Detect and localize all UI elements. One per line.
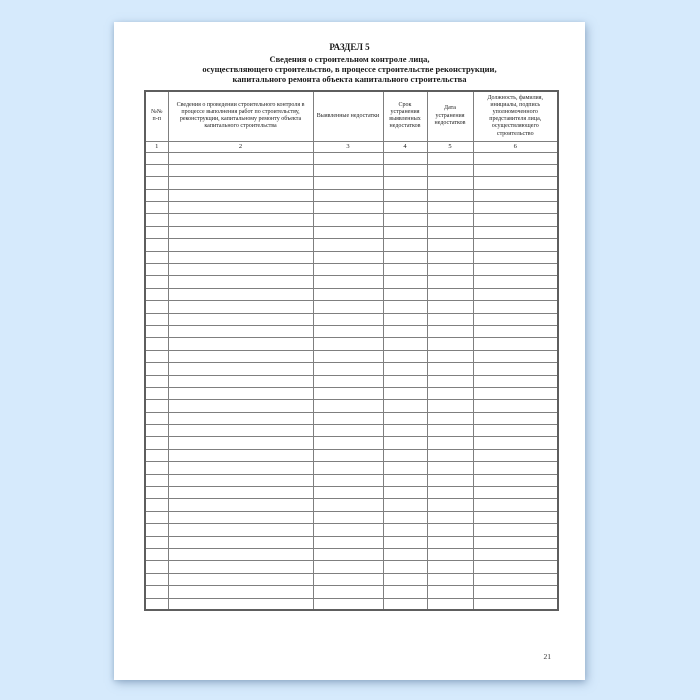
table-cell-empty xyxy=(427,301,473,313)
construction-control-table xyxy=(144,90,559,611)
document-page xyxy=(114,22,585,680)
table-cell-empty xyxy=(168,474,313,486)
table-cell-empty xyxy=(313,561,383,573)
table-cell-empty xyxy=(145,561,168,573)
table-cell-empty xyxy=(427,400,473,412)
table-cell-empty xyxy=(473,400,558,412)
table-cell-empty xyxy=(427,561,473,573)
table-cell-empty xyxy=(473,152,558,164)
table-cell-empty xyxy=(145,474,168,486)
table-cell-empty xyxy=(313,536,383,548)
table-cell-empty xyxy=(427,474,473,486)
table-row xyxy=(145,288,558,300)
table-cell-empty xyxy=(383,586,427,598)
column-number-5: 5 xyxy=(427,141,473,152)
table-row xyxy=(145,251,558,263)
table-cell-empty xyxy=(427,239,473,251)
table-cell-empty xyxy=(427,524,473,536)
table-cell-empty xyxy=(168,325,313,337)
table-cell-empty xyxy=(168,350,313,362)
table-cell-empty xyxy=(383,164,427,176)
table-cell-empty xyxy=(383,239,427,251)
table-cell-empty xyxy=(427,536,473,548)
table-cell-empty xyxy=(427,586,473,598)
table-cell-empty xyxy=(427,412,473,424)
table-cell-empty xyxy=(145,598,168,610)
table-cell-empty xyxy=(313,598,383,610)
table-cell-empty xyxy=(427,425,473,437)
table-cell-empty xyxy=(313,177,383,189)
table-cell-empty xyxy=(313,164,383,176)
table-cell-empty xyxy=(383,412,427,424)
table-cell-empty xyxy=(168,375,313,387)
table-cell-empty xyxy=(383,573,427,585)
column-header-defects: Выявленные недостатки xyxy=(313,91,383,141)
table-cell-empty xyxy=(168,549,313,561)
table-cell-empty xyxy=(313,239,383,251)
table-row xyxy=(145,549,558,561)
table-cell-empty xyxy=(473,474,558,486)
table-cell-empty xyxy=(313,499,383,511)
table-cell-empty xyxy=(145,511,168,523)
table-cell-empty xyxy=(473,202,558,214)
table-cell-empty xyxy=(383,598,427,610)
table-cell-empty xyxy=(145,487,168,499)
table-cell-empty xyxy=(473,487,558,499)
table-cell-empty xyxy=(145,499,168,511)
table-cell-empty xyxy=(473,325,558,337)
table-cell-empty xyxy=(473,350,558,362)
table-row xyxy=(145,363,558,375)
table-row xyxy=(145,425,558,437)
table-row xyxy=(145,214,558,226)
table-cell-empty xyxy=(145,375,168,387)
table-cell-empty xyxy=(145,549,168,561)
table-cell-empty xyxy=(383,264,427,276)
table-cell-empty xyxy=(313,487,383,499)
column-number-4: 4 xyxy=(383,141,427,152)
table-cell-empty xyxy=(427,487,473,499)
table-cell-empty xyxy=(473,338,558,350)
table-cell-empty xyxy=(168,586,313,598)
table-cell-empty xyxy=(427,462,473,474)
table-cell-empty xyxy=(383,474,427,486)
table-row xyxy=(145,338,558,350)
table-cell-empty xyxy=(145,239,168,251)
table-cell-empty xyxy=(427,437,473,449)
table-cell-empty xyxy=(313,375,383,387)
table-cell-empty xyxy=(427,164,473,176)
table-cell-empty xyxy=(313,524,383,536)
table-cell-empty xyxy=(383,437,427,449)
table-cell-empty xyxy=(313,474,383,486)
document-title-block xyxy=(114,42,585,85)
table-cell-empty xyxy=(313,301,383,313)
table-cell-empty xyxy=(383,189,427,201)
table-cell-empty xyxy=(473,189,558,201)
table-cell-empty xyxy=(168,226,313,238)
column-numbers-row xyxy=(145,141,558,152)
table-cell-empty xyxy=(473,536,558,548)
table-cell-empty xyxy=(313,264,383,276)
column-number-3: 3 xyxy=(313,141,383,152)
table-cell-empty xyxy=(473,288,558,300)
column-header-representative: Должность, фамилия, инициалы, подпись уполномоченного представителя лица, осуществляющего строительство xyxy=(473,91,558,141)
table-cell-empty xyxy=(427,363,473,375)
table-row xyxy=(145,524,558,536)
table-cell-empty xyxy=(168,276,313,288)
table-cell-empty xyxy=(168,412,313,424)
table-cell-empty xyxy=(145,177,168,189)
table-cell-empty xyxy=(313,400,383,412)
table-cell-empty xyxy=(145,264,168,276)
table-cell-empty xyxy=(383,325,427,337)
table-row xyxy=(145,375,558,387)
table-cell-empty xyxy=(473,573,558,585)
table-cell-empty xyxy=(473,239,558,251)
table-cell-empty xyxy=(473,524,558,536)
table-cell-empty xyxy=(168,202,313,214)
table-cell-empty xyxy=(473,425,558,437)
table-cell-empty xyxy=(473,462,558,474)
table-cell-empty xyxy=(473,276,558,288)
table-cell-empty xyxy=(473,164,558,176)
table-cell-empty xyxy=(383,536,427,548)
table-cell-empty xyxy=(168,338,313,350)
table-cell-empty xyxy=(168,425,313,437)
table-cell-empty xyxy=(313,152,383,164)
table-cell-empty xyxy=(145,425,168,437)
table-cell-empty xyxy=(145,301,168,313)
table-cell-empty xyxy=(145,363,168,375)
table-row xyxy=(145,536,558,548)
table-cell-empty xyxy=(473,387,558,399)
table-cell-empty xyxy=(168,561,313,573)
table-cell-empty xyxy=(383,511,427,523)
table-cell-empty xyxy=(427,313,473,325)
table-cell-empty xyxy=(427,449,473,461)
table-row xyxy=(145,487,558,499)
table-row xyxy=(145,400,558,412)
table-cell-empty xyxy=(383,449,427,461)
table-cell-empty xyxy=(313,363,383,375)
table-cell-empty xyxy=(168,499,313,511)
table-cell-empty xyxy=(145,437,168,449)
table-cell-empty xyxy=(313,437,383,449)
table-cell-empty xyxy=(427,598,473,610)
table-cell-empty xyxy=(427,350,473,362)
table-row xyxy=(145,573,558,585)
table-cell-empty xyxy=(473,363,558,375)
table-cell-empty xyxy=(383,214,427,226)
table-cell-empty xyxy=(145,276,168,288)
table-row xyxy=(145,276,558,288)
table-cell-empty xyxy=(427,573,473,585)
table-cell-empty xyxy=(383,202,427,214)
table-row xyxy=(145,152,558,164)
table-row xyxy=(145,387,558,399)
table-cell-empty xyxy=(168,524,313,536)
table-cell-empty xyxy=(168,536,313,548)
table-cell-empty xyxy=(145,573,168,585)
table-cell-empty xyxy=(313,251,383,263)
table-cell-empty xyxy=(427,202,473,214)
table-cell-empty xyxy=(383,363,427,375)
table-cell-empty xyxy=(145,189,168,201)
section-subtitle-line-3: капитального ремонта объекта капитального строительства xyxy=(232,74,467,85)
table-cell-empty xyxy=(427,276,473,288)
table-cell-empty xyxy=(168,288,313,300)
column-number-2: 2 xyxy=(168,141,313,152)
table-cell-empty xyxy=(145,536,168,548)
table-cell-empty xyxy=(168,437,313,449)
column-header-control-info: Сведения о проведении строительного контроля в процессе выполнения работ по строительству, реконструкции, капитальному ремонту объекта капитального строительства xyxy=(168,91,313,141)
table-cell-empty xyxy=(473,313,558,325)
table-cell-empty xyxy=(473,301,558,313)
table-cell-empty xyxy=(473,561,558,573)
table-cell-empty xyxy=(168,251,313,263)
table-cell-empty xyxy=(145,214,168,226)
column-header-number: №№ п-п xyxy=(145,91,168,141)
table-cell-empty xyxy=(427,338,473,350)
table-cell-empty xyxy=(145,164,168,176)
table-cell-empty xyxy=(313,573,383,585)
table-cell-empty xyxy=(473,437,558,449)
table-cell-empty xyxy=(168,214,313,226)
table-row xyxy=(145,462,558,474)
table-row xyxy=(145,164,558,176)
table-cell-empty xyxy=(427,214,473,226)
table-cell-empty xyxy=(168,487,313,499)
table-cell-empty xyxy=(168,264,313,276)
table-cell-empty xyxy=(168,598,313,610)
table-cell-empty xyxy=(383,152,427,164)
table-row xyxy=(145,177,558,189)
table-cell-empty xyxy=(145,387,168,399)
table-cell-empty xyxy=(168,152,313,164)
table-row xyxy=(145,499,558,511)
table-cell-empty xyxy=(383,400,427,412)
table-cell-empty xyxy=(168,301,313,313)
table-cell-empty xyxy=(168,387,313,399)
table-cell-empty xyxy=(473,264,558,276)
table-row xyxy=(145,189,558,201)
table-cell-empty xyxy=(383,338,427,350)
table-row xyxy=(145,412,558,424)
table-row xyxy=(145,202,558,214)
table-cell-empty xyxy=(383,561,427,573)
column-header-deadline: Срок устранения выявленных недостатков xyxy=(383,91,427,141)
table-cell-empty xyxy=(383,487,427,499)
table-cell-empty xyxy=(473,251,558,263)
table-row xyxy=(145,226,558,238)
table-cell-empty xyxy=(168,449,313,461)
table-cell-empty xyxy=(313,325,383,337)
table-cell-empty xyxy=(168,363,313,375)
table-cell-empty xyxy=(383,177,427,189)
table-cell-empty xyxy=(473,412,558,424)
table-cell-empty xyxy=(168,400,313,412)
table-row xyxy=(145,474,558,486)
table-cell-empty xyxy=(383,375,427,387)
table-row xyxy=(145,301,558,313)
table-cell-empty xyxy=(383,462,427,474)
table-cell-empty xyxy=(145,524,168,536)
table-row xyxy=(145,264,558,276)
table-cell-empty xyxy=(145,288,168,300)
table-cell-empty xyxy=(383,350,427,362)
table-cell-empty xyxy=(383,276,427,288)
table-cell-empty xyxy=(145,202,168,214)
table-cell-empty xyxy=(427,226,473,238)
table-cell-empty xyxy=(473,549,558,561)
table-cell-empty xyxy=(313,226,383,238)
table-cell-empty xyxy=(427,152,473,164)
table-cell-empty xyxy=(473,214,558,226)
table-cell-empty xyxy=(168,573,313,585)
table-cell-empty xyxy=(313,511,383,523)
table-cell-empty xyxy=(473,177,558,189)
table-cell-empty xyxy=(427,288,473,300)
table-cell-empty xyxy=(168,313,313,325)
table-cell-empty xyxy=(383,251,427,263)
table-row xyxy=(145,598,558,610)
table-cell-empty xyxy=(473,375,558,387)
table-cell-empty xyxy=(168,462,313,474)
table-row xyxy=(145,561,558,573)
column-number-6: 6 xyxy=(473,141,558,152)
table-cell-empty xyxy=(145,325,168,337)
table-row xyxy=(145,239,558,251)
page-number: 21 xyxy=(543,652,551,661)
table-cell-empty xyxy=(145,449,168,461)
table-cell-empty xyxy=(313,425,383,437)
table-cell-empty xyxy=(427,251,473,263)
table-cell-empty xyxy=(427,387,473,399)
table-cell-empty xyxy=(313,549,383,561)
table-row xyxy=(145,313,558,325)
table-cell-empty xyxy=(168,239,313,251)
table-cell-empty xyxy=(145,350,168,362)
table-cell-empty xyxy=(473,586,558,598)
table-cell-empty xyxy=(168,177,313,189)
table-cell-empty xyxy=(383,524,427,536)
table-cell-empty xyxy=(473,226,558,238)
table-cell-empty xyxy=(313,276,383,288)
table-cell-empty xyxy=(145,400,168,412)
table-cell-empty xyxy=(313,449,383,461)
table-row xyxy=(145,511,558,523)
table-cell-empty xyxy=(145,338,168,350)
section-title: РАЗДЕЛ 5 xyxy=(329,42,370,52)
table-cell-empty xyxy=(145,586,168,598)
table-cell-empty xyxy=(313,462,383,474)
table-cell-empty xyxy=(313,313,383,325)
table-cell-empty xyxy=(383,313,427,325)
table-cell-empty xyxy=(313,412,383,424)
table-cell-empty xyxy=(168,189,313,201)
table-cell-empty xyxy=(383,549,427,561)
table-cell-empty xyxy=(383,301,427,313)
table-cell-empty xyxy=(427,499,473,511)
table-cell-empty xyxy=(145,152,168,164)
table-row xyxy=(145,449,558,461)
table-cell-empty xyxy=(145,226,168,238)
table-cell-empty xyxy=(383,425,427,437)
table-cell-empty xyxy=(313,586,383,598)
column-header-fix-date: Дата устранения недостатков xyxy=(427,91,473,141)
table-row xyxy=(145,350,558,362)
table-cell-empty xyxy=(168,511,313,523)
table-cell-empty xyxy=(427,375,473,387)
table-cell-empty xyxy=(313,202,383,214)
table-cell-empty xyxy=(427,189,473,201)
table-cell-empty xyxy=(313,387,383,399)
table-cell-empty xyxy=(313,189,383,201)
table-cell-empty xyxy=(145,412,168,424)
table-cell-empty xyxy=(473,449,558,461)
table-cell-empty xyxy=(145,313,168,325)
section-subtitle-line-1: Сведения о строительном контроле лица, xyxy=(269,53,430,64)
table-cell-empty xyxy=(313,214,383,226)
table-cell-empty xyxy=(473,511,558,523)
table-cell-empty xyxy=(383,226,427,238)
table-cell-empty xyxy=(313,288,383,300)
table-row xyxy=(145,586,558,598)
table-cell-empty xyxy=(313,350,383,362)
table-cell-empty xyxy=(473,499,558,511)
table-cell-empty xyxy=(427,511,473,523)
table-cell-empty xyxy=(427,549,473,561)
table-cell-empty xyxy=(427,177,473,189)
table-cell-empty xyxy=(145,251,168,263)
column-number-1: 1 xyxy=(145,141,168,152)
table-cell-empty xyxy=(383,499,427,511)
table-cell-empty xyxy=(427,264,473,276)
table-cell-empty xyxy=(168,164,313,176)
table-row xyxy=(145,325,558,337)
table-header-row xyxy=(145,91,558,141)
table-cell-empty xyxy=(383,387,427,399)
table-cell-empty xyxy=(427,325,473,337)
table-cell-empty xyxy=(313,338,383,350)
table-cell-empty xyxy=(145,462,168,474)
table-cell-empty xyxy=(383,288,427,300)
section-subtitle-line-2: осуществляющего строительство, в процессе строительстве реконструкции, xyxy=(202,63,497,74)
table-cell-empty xyxy=(473,598,558,610)
table-row xyxy=(145,437,558,449)
